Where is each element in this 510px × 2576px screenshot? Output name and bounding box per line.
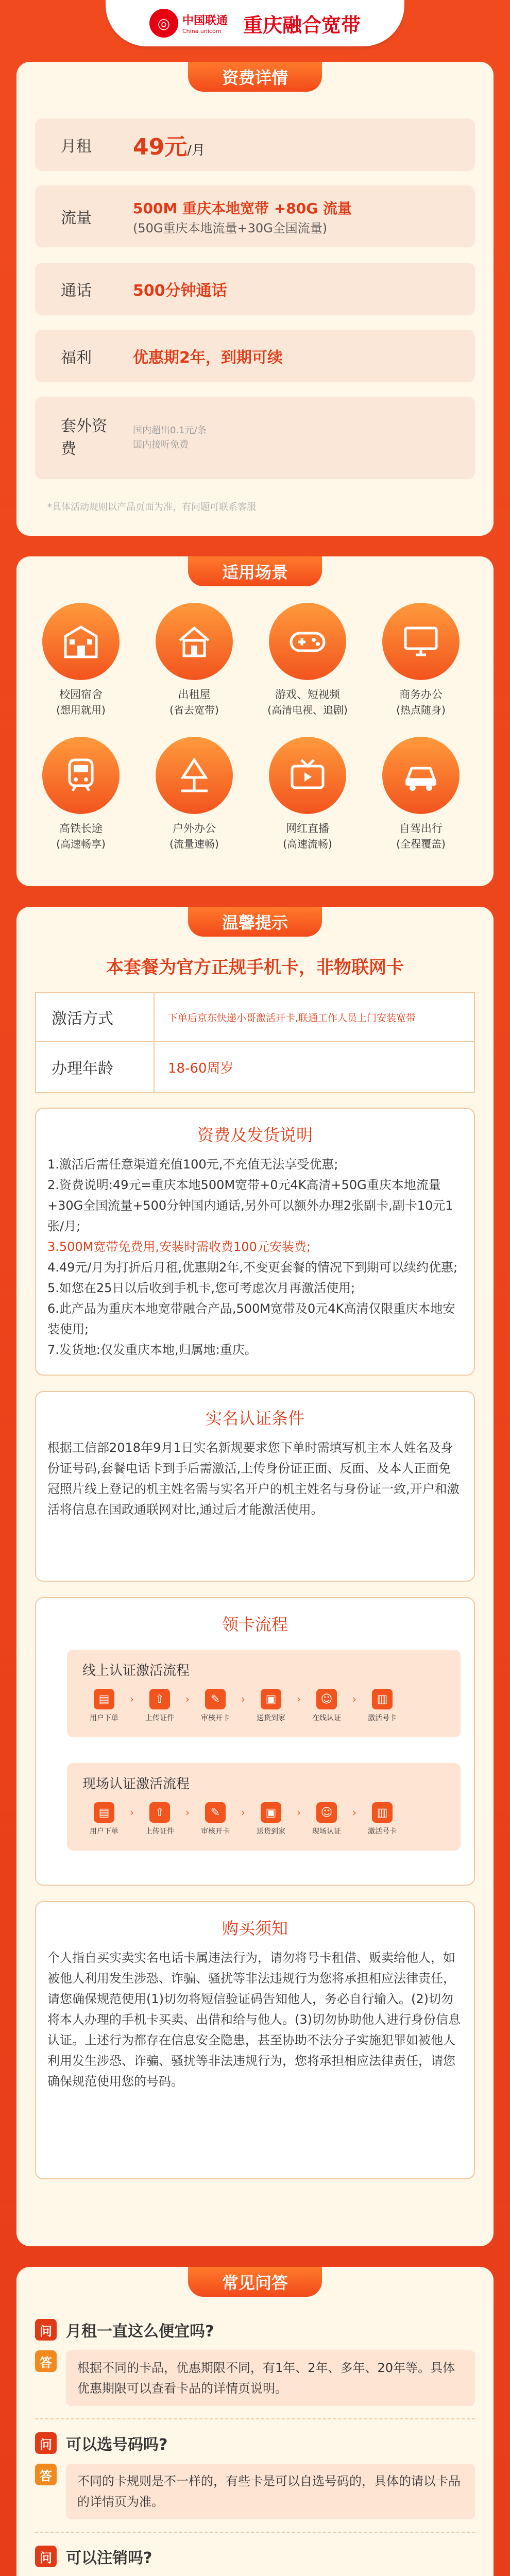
divider — [35, 2532, 475, 2533]
tips-card — [16, 907, 494, 2246]
school-building-icon — [42, 603, 120, 680]
scene-title: 商务办公 — [399, 688, 443, 701]
header-bar — [106, 0, 404, 46]
scene-item — [35, 737, 127, 851]
house-rental-icon — [156, 603, 233, 680]
faq-item — [35, 2432, 475, 2519]
scene-title: 游戏、短视频 — [275, 688, 340, 701]
scene-item — [148, 603, 241, 717]
flow-title: 领卡流程 — [222, 1615, 288, 1634]
scene-sub: (高速畅享) — [56, 838, 106, 850]
answer-badge: 答 — [35, 2464, 57, 2485]
review-icon: ✎ — [205, 1689, 226, 1709]
flow-step: ▣ 送货到家 — [249, 1802, 293, 1836]
arrow-icon: › — [241, 1693, 245, 1705]
arrow-icon: › — [352, 1806, 356, 1819]
review-icon: ✎ — [205, 1802, 226, 1823]
table-value: 18-60周岁 — [168, 1060, 234, 1076]
delivery-icon: ▣ — [261, 1802, 281, 1823]
flow-step: ⇧ 上传证件 — [138, 1802, 181, 1836]
order-icon: ▤ — [94, 1689, 114, 1709]
info-table — [35, 992, 475, 1093]
faq-answer: 根据不同的卡品，优惠期限不同，有1年、2年、多年、20年等。具体优惠期限可以查看卡品的详情页说明。 — [66, 2350, 475, 2406]
tips-headline: 本套餐为官方正规手机卡，非物联网卡 — [106, 957, 404, 978]
table-label: 办理年龄 — [36, 1042, 155, 1092]
table-value: 下单后京东快递小哥激活开卡,联通工作人员上门安装宽带 — [168, 1012, 416, 1024]
arrow-icon: › — [297, 1806, 301, 1819]
scene-title: 网红直播 — [286, 822, 329, 835]
tree-icon — [156, 737, 233, 814]
answer-badge: 答 — [35, 2350, 57, 2372]
rule-item: 1.激活后需任意渠道充值100元,不充值无法享受优惠; — [47, 1157, 338, 1172]
gamepad-icon — [269, 603, 346, 680]
calls-value: 500分钟通话 — [133, 282, 227, 300]
scene-sub: (想用就用) — [56, 704, 106, 716]
rule-item: 5.如您在25日以后收到手机卡,您可考虑次月再激活使用; — [47, 1281, 355, 1295]
extra-line1: 国内超出0.1元/条 — [133, 425, 207, 436]
sim-card-icon: ▥ — [372, 1689, 393, 1709]
scene-item — [35, 603, 127, 717]
flow-name: 线上认证激活流程 — [82, 1663, 190, 1679]
fee-note: *具体活动规则以产品页面为准，有问题可联系客服 — [47, 502, 256, 513]
unicom-logo-icon: ◎ — [149, 9, 178, 38]
scene-title: 出租屋 — [178, 688, 211, 701]
extra-line2: 国内接听免费 — [133, 439, 189, 450]
onsite-flow — [67, 1763, 461, 1851]
fee-label: 通话 — [61, 282, 92, 300]
rules-title: 资费及发货说明 — [197, 1125, 313, 1145]
rules-box — [35, 1108, 475, 1376]
fee-row-rent — [35, 118, 475, 171]
flow-step: ▥ 激活号卡 — [361, 1802, 404, 1836]
faq-item — [35, 2318, 475, 2406]
faq-question: 可以注销吗? — [66, 2549, 152, 2567]
delivery-icon: ▣ — [261, 1689, 281, 1709]
realname-title: 实名认证条件 — [205, 1409, 304, 1428]
scene-sub: (全程覆盖) — [396, 838, 446, 850]
scene-title: 自驾出行 — [399, 822, 443, 835]
price-unit: /月 — [187, 143, 205, 158]
fee-label: 福利 — [61, 349, 92, 367]
flow-step: ▥ 激活号卡 — [361, 1689, 404, 1723]
fee-label: 流量 — [61, 209, 92, 227]
fee-label: 月租 — [61, 138, 92, 156]
benefit-value: 优惠期2年，到期可续 — [133, 349, 283, 367]
fee-row-calls — [35, 263, 475, 315]
question-badge: 问 — [35, 2319, 57, 2341]
verify-icon: ☺ — [316, 1802, 337, 1823]
purchase-title: 购买须知 — [222, 1919, 288, 1938]
scene-item — [148, 737, 241, 851]
upload-icon: ⇧ — [149, 1689, 170, 1709]
scene-ribbon: 适用场景 — [188, 556, 322, 586]
scene-item — [261, 603, 354, 717]
fee-row-data — [35, 185, 475, 247]
data-main: 500M 重庆本地宽带 +80G 流量 — [133, 199, 352, 217]
divider — [35, 2418, 475, 2419]
question-badge: 问 — [35, 2432, 57, 2454]
scene-item — [375, 603, 467, 717]
faq-ribbon: 常见问答 — [188, 2267, 322, 2297]
sim-card-icon: ▥ — [372, 1802, 393, 1823]
scene-title: 高铁长途 — [59, 822, 103, 835]
fee-row-benefit — [35, 330, 475, 382]
arrow-icon: › — [130, 1806, 134, 1819]
arrow-icon: › — [185, 1693, 190, 1705]
fee-ribbon: 资费详情 — [188, 62, 322, 92]
table-label: 激活方式 — [36, 993, 155, 1041]
fee-card — [16, 62, 494, 536]
rule-item: 4.49元/月为打折后月租,优惠期2年,不变更套餐的情况下到期可以续约优惠; — [47, 1260, 458, 1275]
online-flow — [67, 1650, 461, 1737]
realname-text: 根据工信部2018年9月1日实名新规要求您下单时需填写机主本人姓名及身份证号码,套餐电话卡到手后需激活,上传身份证正面、反面、及本人正面免冠照片线上登记的机主姓名需与实名开户的机主姓名与身份证一致,开户和激活将信息在国政通联网对比,通过后才能激活使用。 — [47, 1440, 460, 1517]
arrow-icon: › — [241, 1806, 245, 1819]
scene-title: 户外办公 — [173, 822, 216, 835]
tv-icon — [269, 737, 346, 814]
order-icon: ▤ — [94, 1802, 114, 1823]
scene-sub: (高清电视、追剧) — [267, 704, 348, 716]
fee-row-extra — [35, 397, 475, 479]
flow-step: ▣ 送货到家 — [249, 1689, 293, 1723]
rule-item: 7.发货地:仅发重庆本地,归属地:重庆。 — [47, 1343, 257, 1357]
flow-name: 现场认证激活流程 — [82, 1776, 190, 1792]
logo-en-text: China unicom — [182, 28, 222, 35]
rule-item: 2.资费说明:49元=重庆本地500M宽带+0元4K高清+50G重庆本地流量+30G全国流量+500分钟国内通话,另外可以额外办理2张副卡,副卡10元1张/月; — [47, 1178, 453, 1233]
rules-list — [36, 1146, 474, 1368]
scene-sub: (流量速畅) — [169, 838, 219, 850]
scene-item — [261, 737, 354, 851]
fee-label: 套外资费 — [61, 417, 107, 458]
scene-sub: (热点随身) — [396, 704, 446, 716]
faq-item — [35, 2545, 475, 2576]
faq-card — [16, 2267, 494, 2576]
page-title: 重庆融合宽带 — [243, 13, 361, 37]
tips-ribbon: 温馨提示 — [188, 907, 322, 937]
flow-step: ☺ 现场认证 — [305, 1802, 348, 1836]
upload-icon: ⇧ — [149, 1802, 170, 1823]
arrow-icon: › — [185, 1806, 190, 1819]
rule-item: 6.此产品为重庆本地宽带融合产品,500M宽带及0元4K高清仅限重庆本地安装使用; — [47, 1301, 455, 1336]
flow-step: ▤ 用户下单 — [82, 1689, 126, 1723]
purchase-box — [35, 1901, 475, 2179]
scene-sub: (高速流畅) — [283, 838, 332, 850]
scene-title: 校园宿舍 — [59, 688, 103, 701]
flow-step: ⇧ 上传证件 — [138, 1689, 181, 1723]
logo-cn-text: 中国联通 — [182, 14, 228, 27]
rule-item: 3.500M宽带免费用,安装时需收费100元安装费; — [47, 1240, 311, 1254]
faq-answer: 不同的卡规则是不一样的，有些卡是可以自选号码的，具体的请以卡品的详情页为准。 — [66, 2464, 475, 2519]
scene-item — [375, 737, 467, 851]
table-row — [36, 1042, 474, 1092]
realname-box — [35, 1391, 475, 1582]
verify-icon: ☺ — [316, 1689, 337, 1709]
unicom-logo — [149, 9, 228, 38]
flow-box — [35, 1597, 475, 1886]
scene-card — [16, 556, 494, 886]
faq-list — [35, 2318, 475, 2576]
arrow-icon: › — [297, 1693, 301, 1705]
car-icon — [382, 737, 460, 814]
flow-step: ✎ 审核开卡 — [194, 1802, 237, 1836]
monitor-icon — [382, 603, 460, 680]
faq-question: 月租一直这么便宜吗? — [66, 2323, 214, 2341]
scene-sub: (省去宽带) — [169, 704, 219, 716]
arrow-icon: › — [352, 1693, 356, 1705]
price-value: 49元 — [133, 134, 188, 160]
train-icon — [42, 737, 120, 814]
flow-step: ▤ 用户下单 — [82, 1802, 126, 1836]
question-badge: 问 — [35, 2546, 57, 2567]
purchase-text: 个人指自买实卖实名电话卡属违法行为，请勿将号卡租借、贩卖给他人，如被他人利用发生涉恐、诈骗、骚扰等非法违规行为您将承担相应法律责任，请您确保规范使用(1)切勿将短信验证码告知他人，务必自行输入。(2)切勿将本人办理的手机卡买卖、出借和给与他人。(3)切勿协助他人进行身份信息认证。上述行为都存在信息安全隐患，甚至协助不法分子实施犯罪如被他人利用发生涉恐、诈骗、骚扰等非法违规行为，您将承担相应法律责任，请您确保规范使用您的号码。 — [47, 1951, 461, 2089]
arrow-icon: › — [130, 1693, 134, 1705]
flow-step: ☺ 在线认证 — [305, 1689, 348, 1723]
faq-question: 可以选号码吗? — [66, 2436, 168, 2454]
flow-step: ✎ 审核开卡 — [194, 1689, 237, 1723]
data-sub: (50G重庆本地流量+30G全国流量) — [133, 221, 328, 235]
table-row — [36, 993, 474, 1042]
